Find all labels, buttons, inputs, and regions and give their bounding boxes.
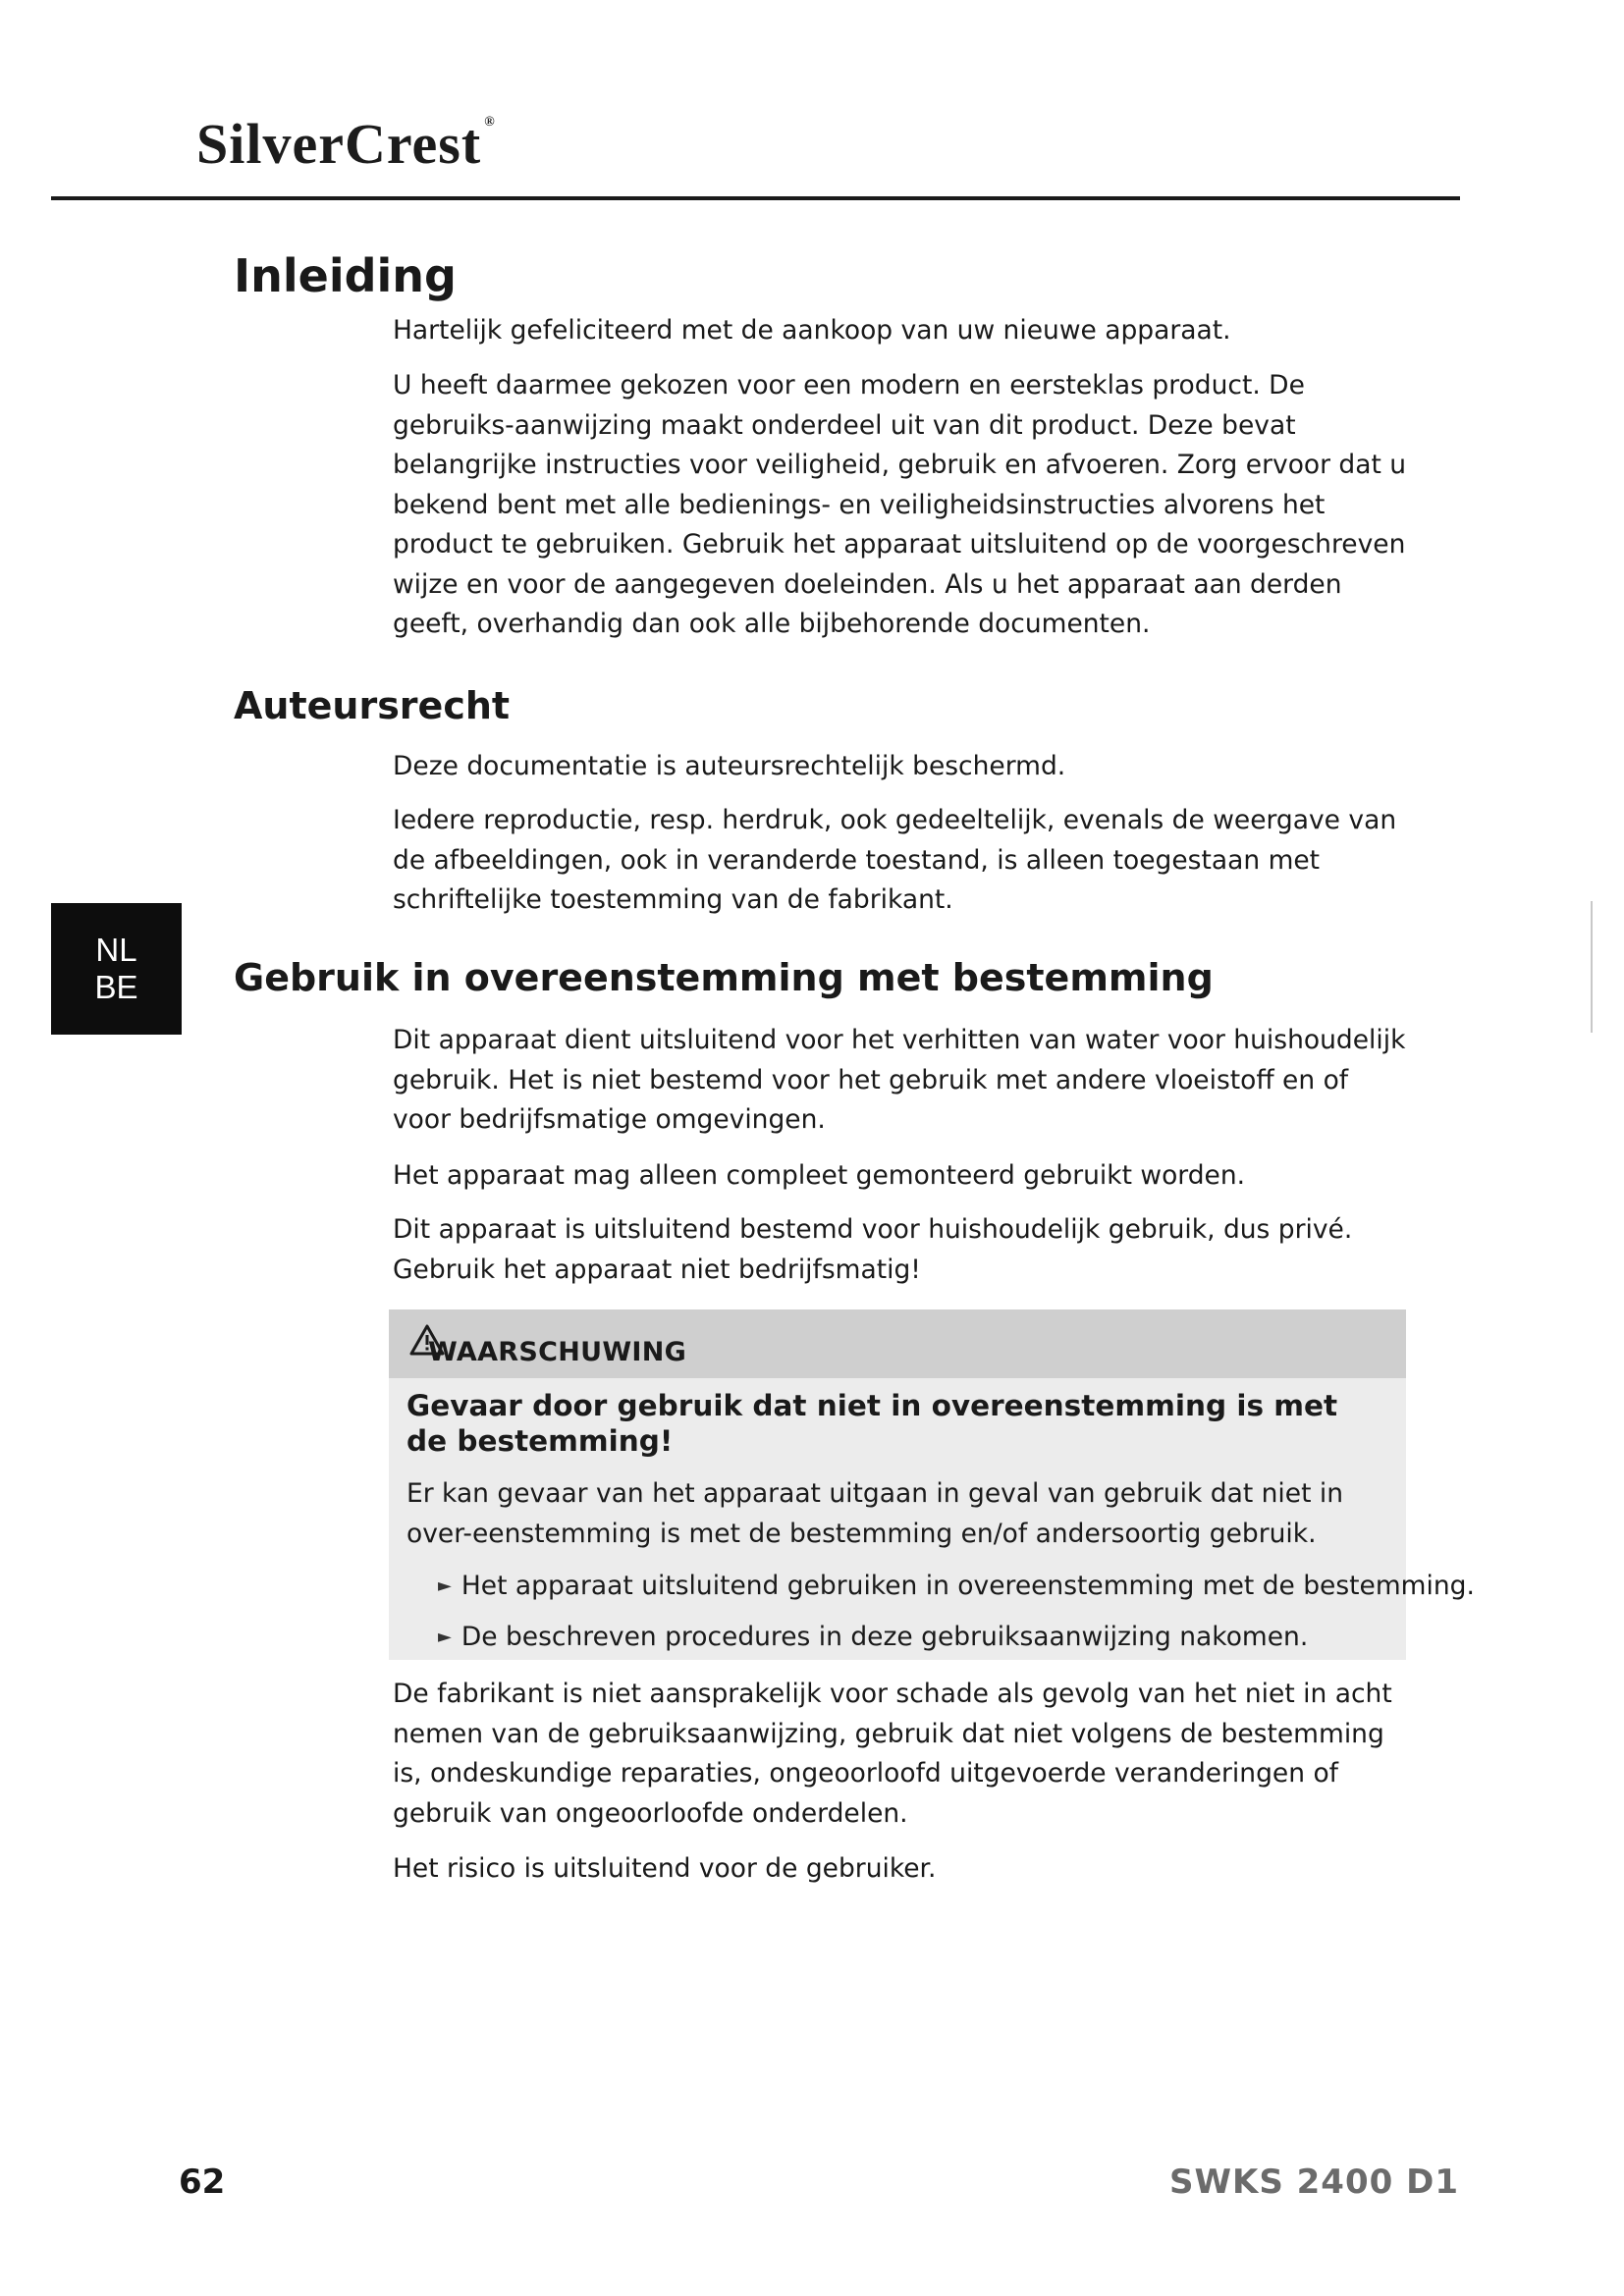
header-rule [51, 196, 1460, 200]
intro-paragraph-2: U heeft daarmee gekozen voor een modern en eersteklas product. De gebruiks-aanwijzing maakt onderdeel uit van dit product. Deze bevat belangrijke instructies voor veiligheid, gebruik en afvoeren. Zorg ervoor dat u bekend bent met alle bedienings- en veiligheidsinstructies alvorens het product te gebruiken. Gebruik het apparaat uitsluitend op de voorgeschreven wijze en voor de aangegeven doeleinden. Als u het apparaat aan derden geeft, overhandig dan ook alle bijbehorende documenten. [393, 370, 1407, 639]
warning-subtitle: Gevaar door gebruik dat niet in overeenstemming is met de bestemming! [406, 1389, 1338, 1458]
registered-mark: ® [484, 115, 496, 130]
page-number: 62 [179, 2163, 226, 2202]
heading-intended-use: Gebruik in overeenstemming met bestemming [234, 956, 1214, 999]
language-code-be: BE [94, 969, 138, 1005]
brand-logo-text: SilverCrest [196, 112, 482, 176]
warning-box [389, 1309, 1475, 1660]
heading-copyright: Auteursrecht [234, 684, 511, 727]
brand-logo [196, 112, 496, 176]
margin-mark [1591, 901, 1593, 1033]
warning-header [389, 1309, 1406, 1378]
model-number: SWKS 2400 D1 [1168, 2163, 1459, 2202]
language-code-nl: NL [95, 932, 137, 969]
risk-paragraph: Het risico is uitsluitend voor de gebruiker. [393, 1853, 937, 1884]
warning-bullet-1-text: Het apparaat uitsluitend gebruiken in overeenstemming met de bestemming. [460, 1571, 1475, 1601]
intro-paragraph-1: Hartelijk gefeliciteerd met de aankoop van uw nieuwe apparaat. [393, 315, 1231, 346]
warning-title: WAARSCHUWING [428, 1337, 687, 1367]
language-tab [51, 903, 182, 1035]
warning-bullet-2-text: De beschreven procedures in deze gebruiksaanwijzing nakomen. [460, 1622, 1309, 1652]
warning-bullet-2 [438, 1620, 1308, 1655]
bullet-arrow-icon: ► [438, 1575, 452, 1596]
intended-use-paragraph-1: Dit apparaat dient uitsluitend voor het verhitten van water voor huishoudelijk gebruik. Het is niet bestemd voor het gebruik met andere vloeistoff en of voor bedrijfsmatige omgevingen. [393, 1025, 1406, 1135]
copyright-paragraph-1: Deze documentatie is auteursrechtelijk beschermd. [393, 751, 1066, 781]
heading-intro: Inleiding [234, 249, 457, 302]
bullet-arrow-icon: ► [438, 1627, 452, 1647]
warning-text: Er kan gevaar van het apparaat uitgaan in geval van gebruik dat niet in over-eenstemming is met de bestemming en/of andersoortig gebruik. [406, 1478, 1344, 1549]
warning-bullet-1 [438, 1569, 1475, 1604]
copyright-paragraph-2: Iedere reproductie, resp. herdruk, ook gedeeltelijk, evenals de weergave van de afbeeldingen, ook in veranderde toestand, is alleen toegestaan met schriftelijke toestemming van de fabrikant. [393, 805, 1397, 915]
intended-use-paragraph-3: Dit apparaat is uitsluitend bestemd voor huishoudelijk gebruik, dus privé. Gebruik het apparaat niet bedrijfsmatig! [393, 1214, 1353, 1285]
liability-paragraph: De fabrikant is niet aansprakelijk voor schade als gevolg van het niet in acht nemen van de gebruiksaanwijzing, gebruik dat niet volgens de bestemming is, ondeskundige reparaties, ongeoorloofd uitgevoerde veranderingen of gebruik van ongeoorloofde onderdelen. [393, 1679, 1392, 1829]
intended-use-paragraph-2: Het apparaat mag alleen compleet gemonteerd gebruikt worden. [393, 1160, 1246, 1191]
